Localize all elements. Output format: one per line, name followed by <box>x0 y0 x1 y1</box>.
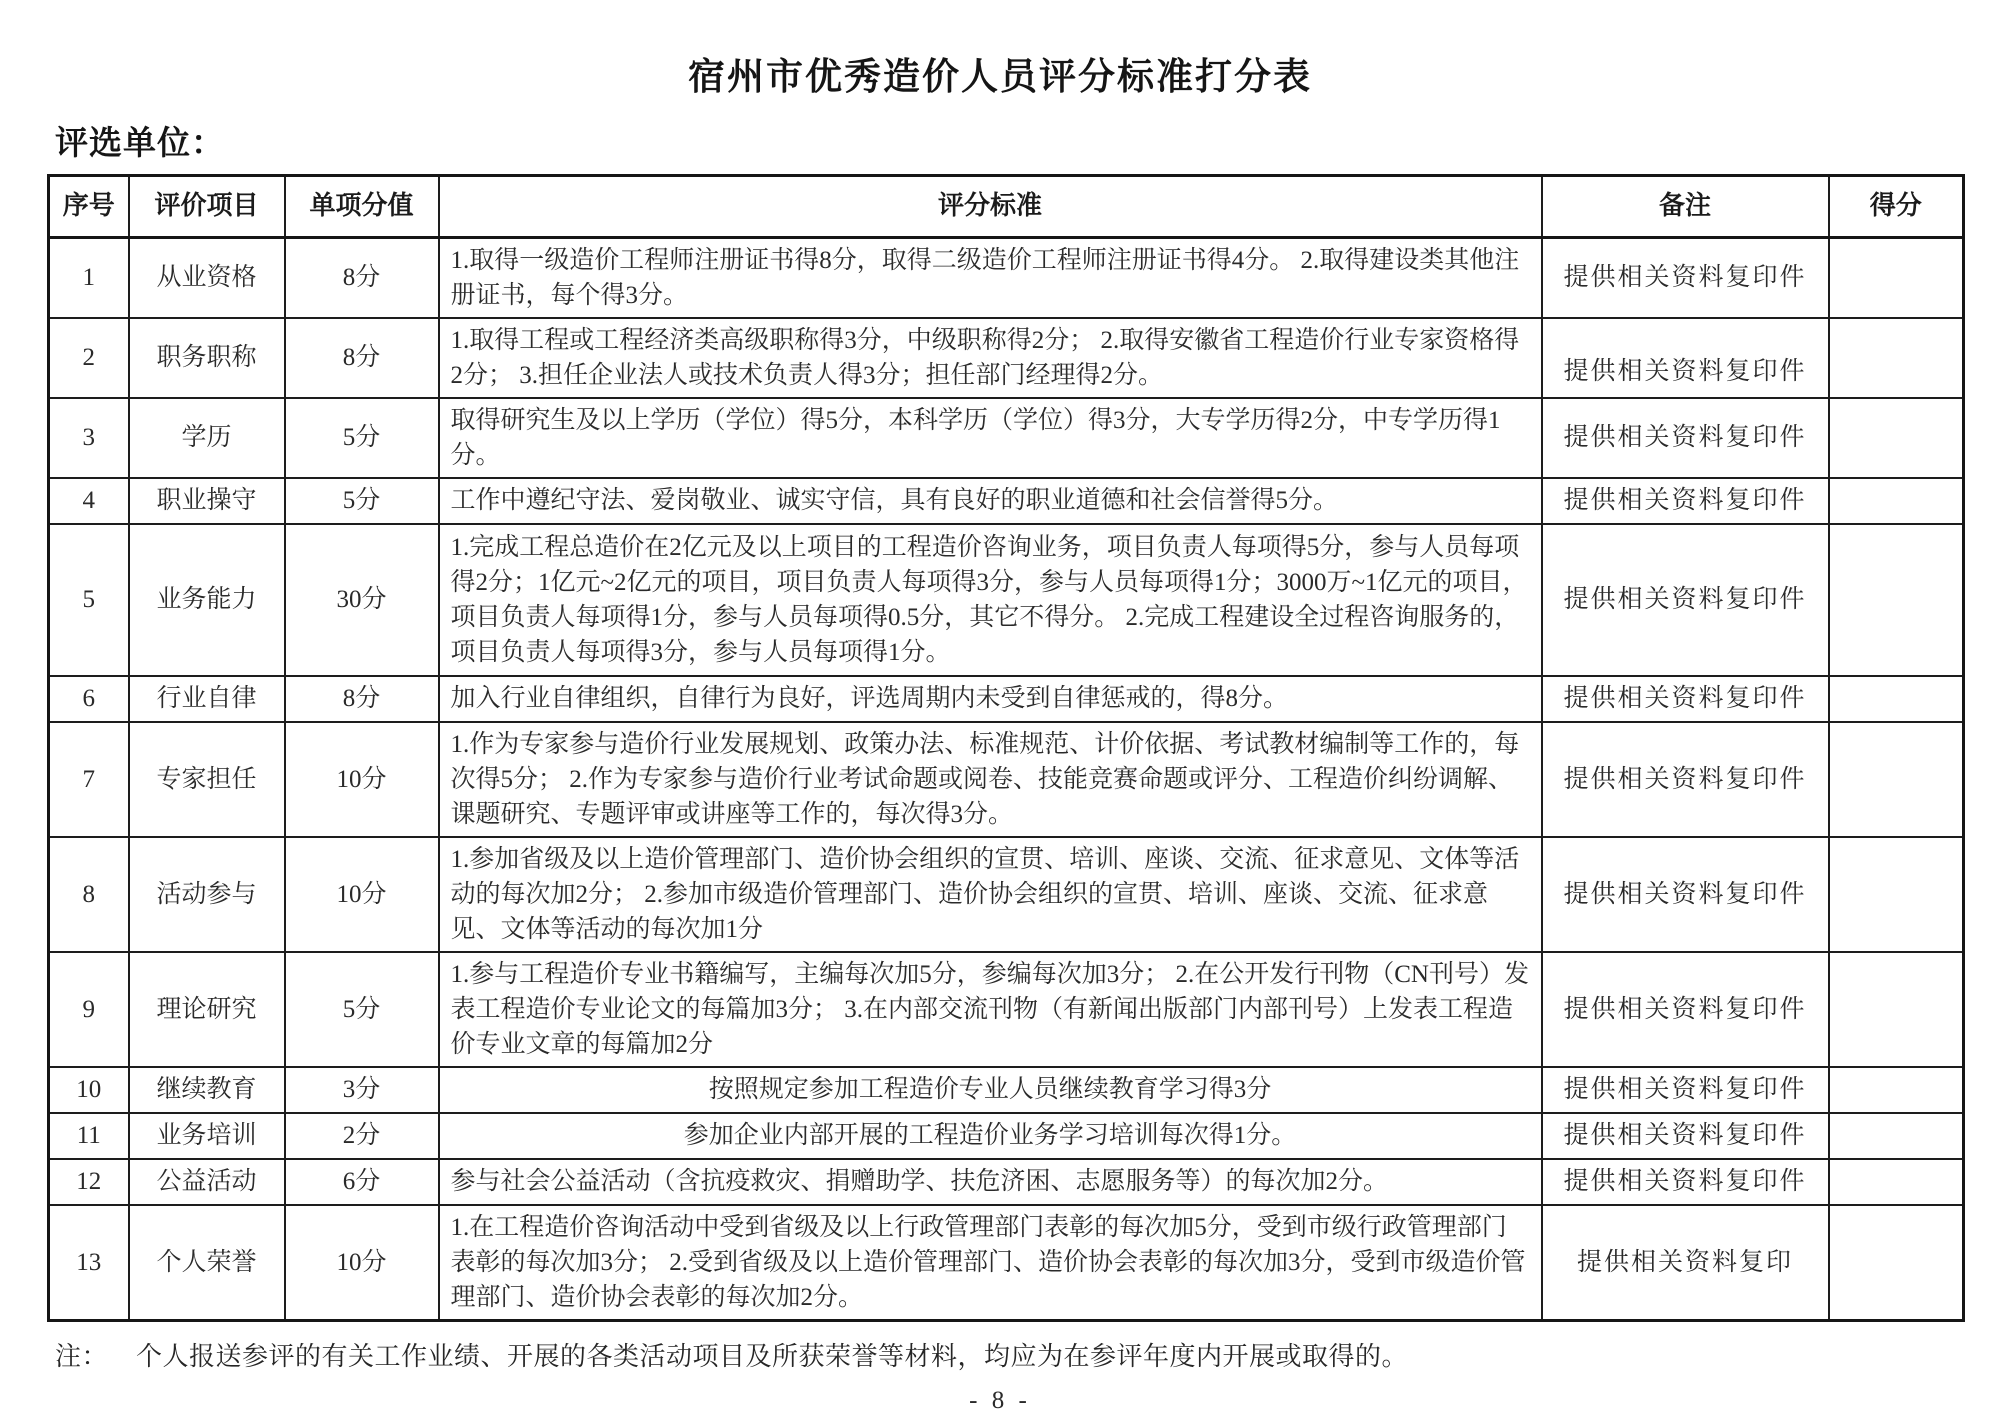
score-cell <box>1829 478 1964 524</box>
table-header-row <box>49 175 1964 237</box>
row-number: 12 <box>49 1159 129 1205</box>
remark: 提供相关资料复印件 <box>1542 837 1829 952</box>
remark: 提供相关资料复印件 <box>1542 398 1829 478</box>
remark: 提供相关资料复印件 <box>1542 524 1829 676</box>
row-number: 5 <box>49 524 129 676</box>
evaluation-item: 行业自律 <box>129 676 285 722</box>
table-row <box>49 1205 1964 1321</box>
row-number: 9 <box>49 952 129 1067</box>
table-row <box>49 676 1964 722</box>
remark: 提供相关资料复印件 <box>1542 952 1829 1067</box>
score-cell <box>1829 398 1964 478</box>
table-row <box>49 318 1964 398</box>
selection-unit-label: 评选单位： <box>55 125 225 162</box>
scoring-table <box>47 174 1965 1322</box>
header-criteria: 评分标准 <box>439 175 1542 237</box>
scoring-criteria: 1.参加省级及以上造价管理部门、造价协会组织的宣贯、培训、座谈、交流、征求意见、文体等活动的每次加2分； 2.参加市级造价管理部门、造价协会组织的宣贯、培训、座谈、交流、征求意见、文体等活动的每次加1分 <box>439 837 1542 952</box>
table-row <box>49 952 1964 1067</box>
table-row <box>49 524 1964 676</box>
row-number: 10 <box>49 1067 129 1113</box>
remark: 提供相关资料复印件 <box>1542 676 1829 722</box>
item-score: 8分 <box>285 318 439 398</box>
remark: 提供相关资料复印件 <box>1542 478 1829 524</box>
header-no: 序号 <box>49 175 129 237</box>
remark: 提供相关资料复印 <box>1542 1205 1829 1321</box>
scoring-criteria: 参与社会公益活动（含抗疫救灾、捐赠助学、扶危济困、志愿服务等）的每次加2分。 <box>439 1159 1542 1205</box>
scoring-criteria: 1.作为专家参与造价行业发展规划、政策办法、标准规范、计价依据、考试教材编制等工作的，每次得5分； 2.作为专家参与造价行业考试命题或阅卷、技能竞赛命题或评分、工程造价纠纷调解、课题研究、专题评审或讲座等工作的，每次得3分。 <box>439 722 1542 837</box>
score-cell <box>1829 952 1964 1067</box>
score-cell <box>1829 722 1964 837</box>
score-cell <box>1829 237 1964 318</box>
item-score: 5分 <box>285 398 439 478</box>
score-cell <box>1829 837 1964 952</box>
scoring-criteria: 按照规定参加工程造价专业人员继续教育学习得3分 <box>439 1067 1542 1113</box>
remark: 提供相关资料复印件 <box>1542 1113 1829 1159</box>
remark: 提供相关资料复印件 <box>1542 722 1829 837</box>
score-cell <box>1829 1113 1964 1159</box>
remark: 提供相关资料复印件 <box>1542 237 1829 318</box>
evaluation-item: 业务培训 <box>129 1113 285 1159</box>
table-row <box>49 237 1964 318</box>
score-cell <box>1829 1205 1964 1321</box>
evaluation-item: 个人荣誉 <box>129 1205 285 1321</box>
page-number: - 8 - <box>969 1386 1031 1414</box>
row-number: 6 <box>49 676 129 722</box>
evaluation-item: 公益活动 <box>129 1159 285 1205</box>
evaluation-item: 职业操守 <box>129 478 285 524</box>
row-number: 11 <box>49 1113 129 1159</box>
scoring-criteria: 1.完成工程总造价在2亿元及以上项目的工程造价咨询业务，项目负责人每项得5分，参与人员每项得2分；1亿元~2亿元的项目，项目负责人每项得3分，参与人员每项得1分；3000万~1亿元的项目，项目负责人每项得1分，参与人员每项得0.5分，其它不得分。 2.完成工程建设全过程咨询服务的，项目负责人每项得3分，参与人员每项得1分。 <box>439 524 1542 676</box>
item-score: 3分 <box>285 1067 439 1113</box>
item-score: 8分 <box>285 676 439 722</box>
evaluation-item: 业务能力 <box>129 524 285 676</box>
header-item: 评价项目 <box>129 175 285 237</box>
row-number: 4 <box>49 478 129 524</box>
scoring-criteria: 工作中遵纪守法、爱岗敬业、诚实守信，具有良好的职业道德和社会信誉得5分。 <box>439 478 1542 524</box>
row-number: 1 <box>49 237 129 318</box>
table-row <box>49 478 1964 524</box>
table-row <box>49 722 1964 837</box>
score-cell <box>1829 676 1964 722</box>
score-cell <box>1829 1067 1964 1113</box>
row-number: 7 <box>49 722 129 837</box>
evaluation-item: 学历 <box>129 398 285 478</box>
row-number: 3 <box>49 398 129 478</box>
item-score: 10分 <box>285 837 439 952</box>
scoring-criteria: 1.参与工程造价专业书籍编写，主编每次加5分，参编每次加3分； 2.在公开发行刊物（CN刊号）发表工程造价专业论文的每篇加3分； 3.在内部交流刊物（有新闻出版部门内部刊号）上发表工程造价专业文章的每篇加2分 <box>439 952 1542 1067</box>
evaluation-item: 继续教育 <box>129 1067 285 1113</box>
scoring-criteria: 1.在工程造价咨询活动中受到省级及以上行政管理部门表彰的每次加5分，受到市级行政管理部门表彰的每次加3分； 2.受到省级及以上造价管理部门、造价协会表彰的每次加3分，受到市级造价管理部门、造价协会表彰的每次加2分。 <box>439 1205 1542 1321</box>
item-score: 5分 <box>285 478 439 524</box>
table-row <box>49 1067 1964 1113</box>
scoring-criteria: 参加企业内部开展的工程造价业务学习培训每次得1分。 <box>439 1113 1542 1159</box>
table-row <box>49 1113 1964 1159</box>
remark: 提供相关资料复印件 <box>1542 318 1829 398</box>
table-row <box>49 398 1964 478</box>
evaluation-item: 职务职称 <box>129 318 285 398</box>
item-score: 10分 <box>285 1205 439 1321</box>
footnote-text: 个人报送参评的有关工作业绩、开展的各类活动项目及所获荣誉等材料，均应为在参评年度内开展或取得的。 <box>136 1341 1409 1371</box>
page-title: 宿州市优秀造价人员评分标准打分表 <box>688 57 1312 98</box>
item-score: 5分 <box>285 952 439 1067</box>
score-cell <box>1829 318 1964 398</box>
header-score: 单项分值 <box>285 175 439 237</box>
scoring-criteria: 取得研究生及以上学历（学位）得5分，本科学历（学位）得3分，大专学历得2分，中专学历得1分。 <box>439 398 1542 478</box>
evaluation-item: 活动参与 <box>129 837 285 952</box>
row-number: 8 <box>49 837 129 952</box>
item-score: 8分 <box>285 237 439 318</box>
item-score: 10分 <box>285 722 439 837</box>
item-score: 6分 <box>285 1159 439 1205</box>
item-score: 2分 <box>285 1113 439 1159</box>
evaluation-item: 从业资格 <box>129 237 285 318</box>
header-remark: 备注 <box>1542 175 1829 237</box>
remark: 提供相关资料复印件 <box>1542 1159 1829 1205</box>
row-number: 2 <box>49 318 129 398</box>
evaluation-item: 理论研究 <box>129 952 285 1067</box>
table-row <box>49 1159 1964 1205</box>
header-points: 得分 <box>1829 175 1964 237</box>
table-row <box>49 837 1964 952</box>
row-number: 13 <box>49 1205 129 1321</box>
footnote-label: 注： <box>55 1341 109 1371</box>
scoring-criteria: 加入行业自律组织，自律行为良好，评选周期内未受到自律惩戒的，得8分。 <box>439 676 1542 722</box>
evaluation-item: 专家担任 <box>129 722 285 837</box>
score-cell <box>1829 1159 1964 1205</box>
footnote <box>55 1336 2000 1373</box>
item-score: 30分 <box>285 524 439 676</box>
scoring-criteria: 1.取得一级造价工程师注册证书得8分，取得二级造价工程师注册证书得4分。 2.取得建设类其他注册证书，每个得3分。 <box>439 237 1542 318</box>
scoring-criteria: 1.取得工程或工程经济类高级职称得3分，中级职称得2分； 2.取得安徽省工程造价行业专家资格得2分； 3.担任企业法人或技术负责人得3分；担任部门经理得2分。 <box>439 318 1542 398</box>
score-cell <box>1829 524 1964 676</box>
remark: 提供相关资料复印件 <box>1542 1067 1829 1113</box>
